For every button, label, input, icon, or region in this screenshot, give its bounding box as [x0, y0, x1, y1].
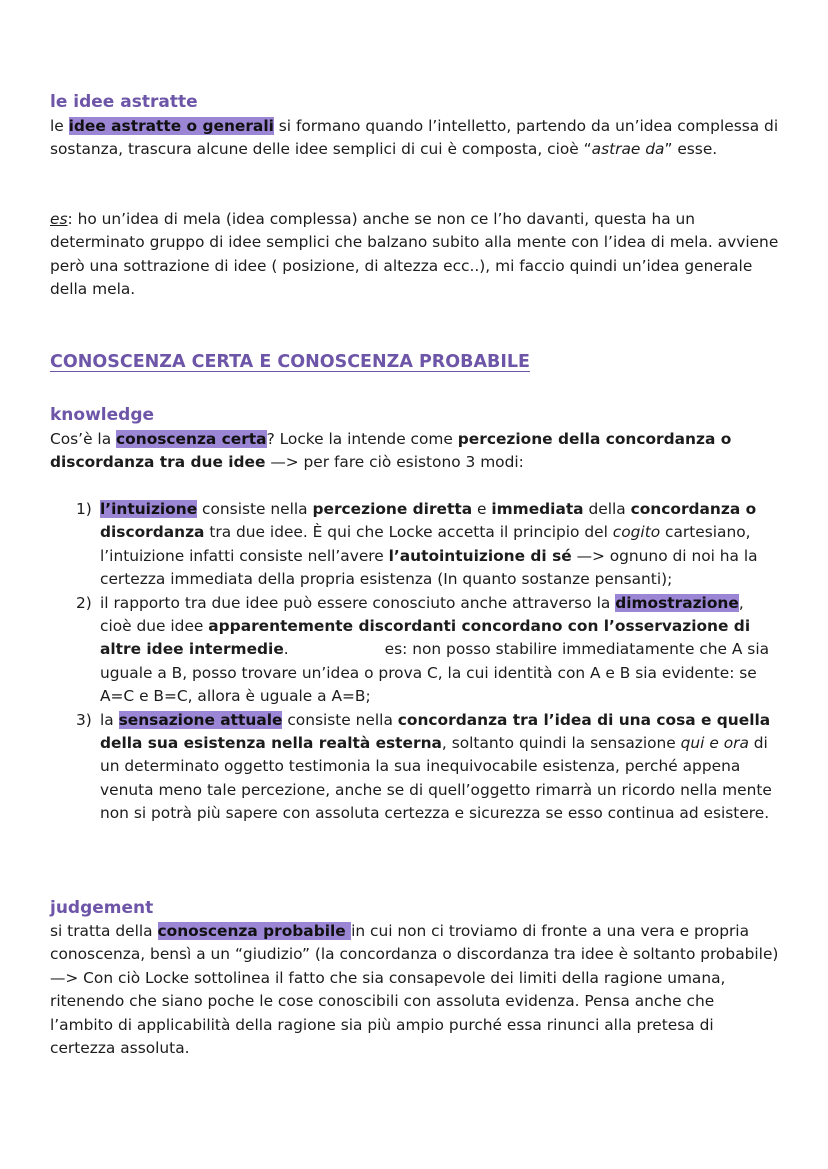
highlight-dimostrazione: dimostrazione: [615, 593, 739, 612]
highlight-idee-astratte: idee astratte o generali: [68, 117, 274, 135]
paragraph-judgement: si tratta della conoscenza probabile in cui non ci troviamo di fronte a una vera e propria conoscenza, bensì a un “giudizio” (la concordanza o discordanza tra idee è soltanto probabile) —> Con ciò Locke sottolinea il fatto che sia consapevole dei limiti della ragione umana, ritenendo che siano poche le cose conoscibili con assoluta evidenza. Pensa anche che l’ambito di applicabilità della ragione sia più ampio purché essa rinunci alla pretesa di certezza assoluta.: [50, 922, 779, 1058]
section-title: CONOSCENZA CERTA E CONOSCENZA PROBABILE: [50, 352, 530, 372]
knowledge-modes-list: [50, 498, 780, 826]
list-item-sensazione: 3) la sensazione attuale consiste nella concordanza tra l’idea di una cosa e quella della sua esistenza nella realtà esterna, soltanto quindi la sensazione qui e ora di un determinato oggetto testimonia la sua inequivocabile esistenza, perché appena venuta meno tale percezione, anche se di quell’oggetto rimarrà un ricordo nella mente non si potrà più sapere con assoluta certezza e sicurezza se esso continua ad esistere.: [76, 710, 772, 823]
paragraph-knowledge-intro: Cos’è la conoscenza certa? Locke la intende come percezione della concordanza o discordanza tra due idee —> per fare ciò esistono 3 modi:: [50, 430, 732, 472]
list-item-intuizione: 1) l’intuizione consiste nella percezione diretta e immediata della concordanza o discordanza tra due idee. È qui che Locke accetta il principio del cogito cartesiano, l’intuizione infatti consiste nell’avere l’autointuizione di sé —> ognuno di noi ha la certezza immediata della propria esistenza (In quanto sostanze pensanti);: [76, 500, 758, 589]
paragraph-idee-astratte: le idee astratte o generali si formano quando l’intelletto, partendo da un’idea complessa di sostanza, trascura alcune delle idee semplici di cui è composta, cioè “astrae da” esse.: [50, 117, 779, 159]
paragraph-esempio-mela: es: ho un’idea di mela (idea complessa) anche se non ce l’ho davanti, questa ha un determinato gruppo di idee semplici che balzano subito alla mente con l’idea di mela. avviene però una sottrazione di idee ( posizione, di altezza ecc..), mi faccio quindi un’idea generale della mela.: [50, 210, 779, 299]
highlight-conoscenza-probabile: conoscenza probabile: [157, 922, 352, 940]
highlight-intuizione: l’intuizione: [100, 500, 198, 518]
heading-judgement: judgement: [50, 898, 154, 918]
heading-knowledge: knowledge: [50, 405, 155, 425]
heading-idee-astratte: le idee astratte: [50, 92, 198, 112]
highlight-conoscenza-certa: conoscenza certa: [116, 430, 267, 448]
list-item-dimostrazione: 2) il rapporto tra due idee può essere conosciuto anche attraverso la dimostrazione, cioè due idee apparentemente discordanti concordano con l’osservazione di altre idee intermedie. es: non posso stabilire immediatamente che A sia uguale a B, posso trovare un’idea o prova C, la cui identità con A e B sia evidente: se A=C e B=C, allora è uguale a A=B;: [76, 593, 770, 706]
highlight-sensazione-attuale: sensazione attuale: [118, 710, 283, 729]
